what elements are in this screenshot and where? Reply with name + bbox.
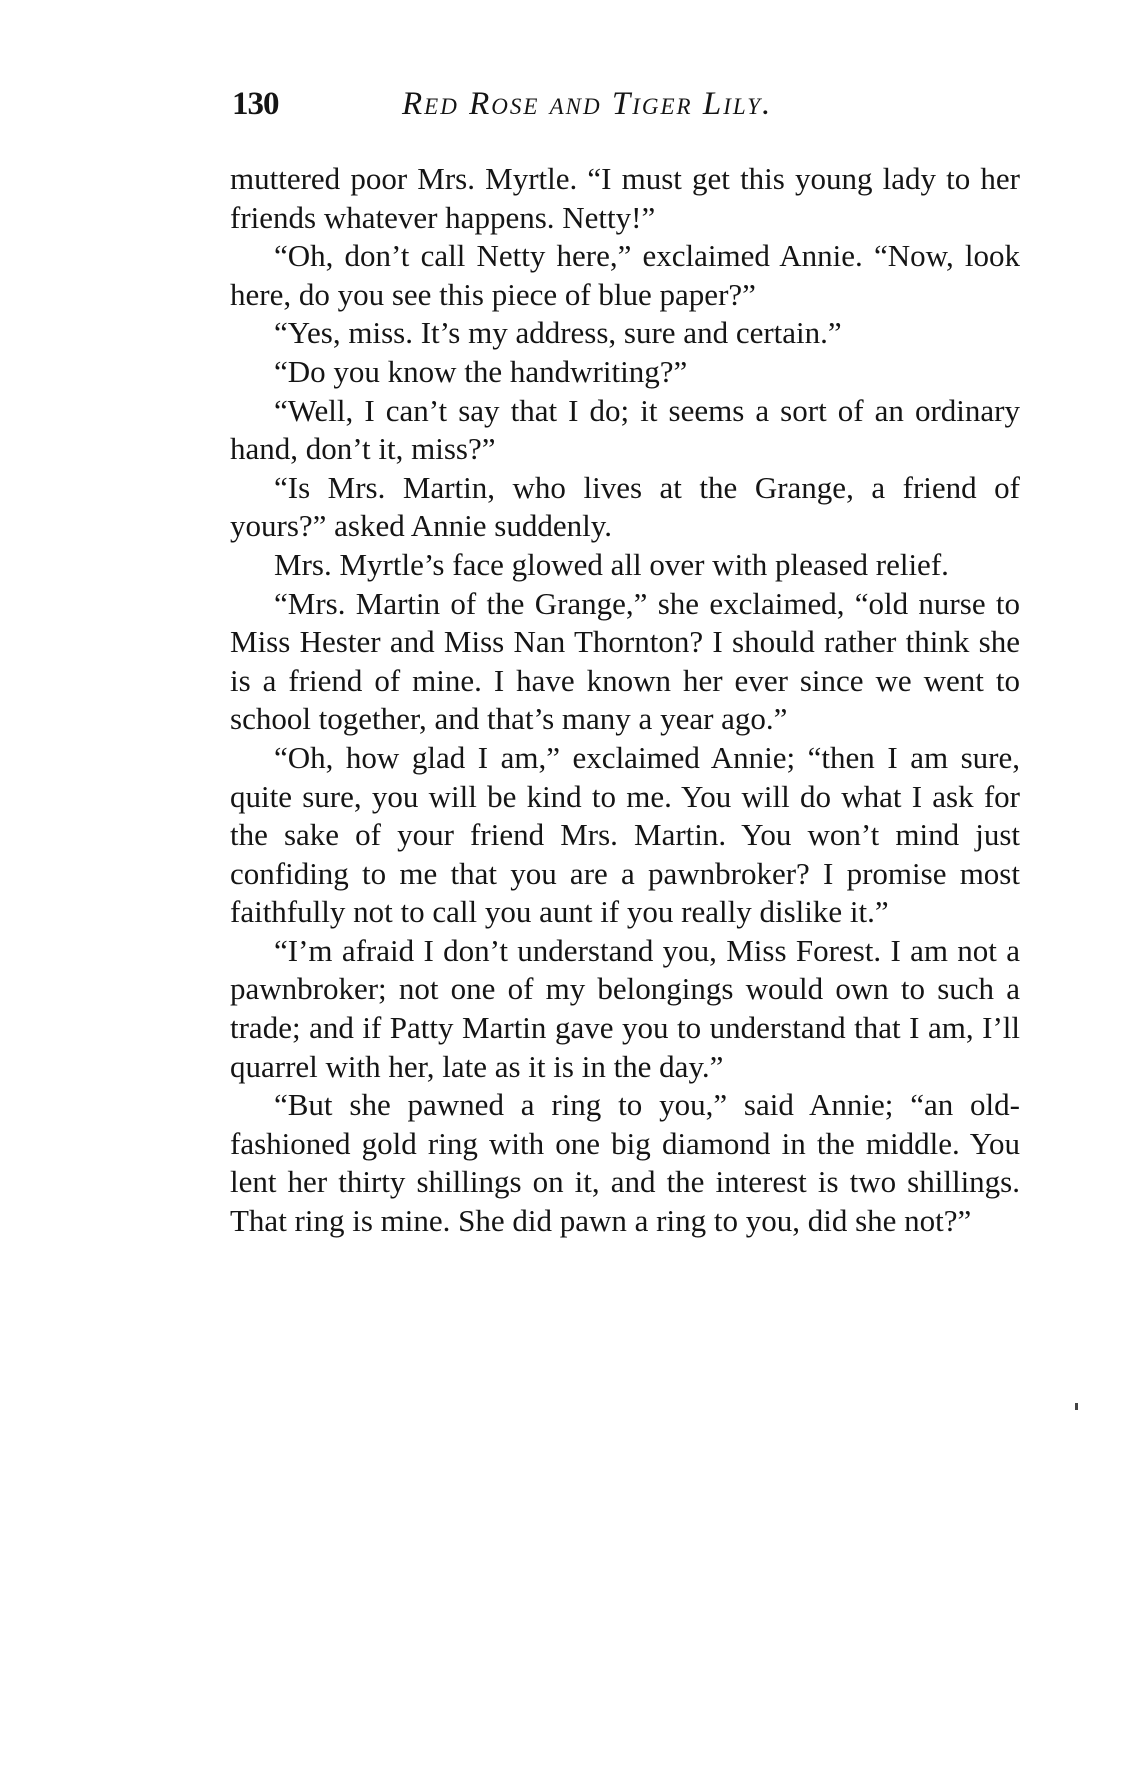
body-text xyxy=(230,160,1020,1241)
page-header xyxy=(232,86,1018,130)
margin-speck xyxy=(1075,1403,1078,1410)
paragraph: “Oh, how glad I am,” exclaimed Annie; “then I am sure, quite sure, you will be kind to me. You will do what I ask for the sake of your friend Mrs. Martin. You won’t mind just confiding to me that you are a pawnbroker? I promise most faithfully not to call you aunt if you really dislike it.” xyxy=(230,739,1020,930)
paragraph: “I’m afraid I don’t understand you, Miss Forest. I am not a pawnbroker; not one of my belongings would own to such a trade; and if Patty Martin gave you to understand that I am, I’ll quarrel with her, late as it is in the day.” xyxy=(230,932,1020,1084)
paragraph: “Do you know the handwriting?” xyxy=(274,353,688,389)
page-number: 130 xyxy=(232,86,279,122)
paragraph: “Oh, don’t call Netty here,” exclaimed Annie. “Now, look here, do you see this piece of blue paper?” xyxy=(230,238,1020,312)
paragraph: “Well, I can’t say that I do; it seems a sort of an ordinary hand, don’t it, miss?” xyxy=(230,392,1020,467)
paragraph: “Mrs. Martin of the Grange,” she exclaimed, “old nurse to Miss Hester and Miss Nan Thornton? I should rather think she is a friend of mine. I have known her ever since we went to school together, and that’s many a year ago.” xyxy=(230,585,1020,737)
paragraph: “But she pawned a ring to you,” said Annie; “an old-fashioned gold ring with one big diamond in the middle. You lent her thirty shillings on it, and the interest is two shillings. That ring is mine. She did pawn a ring to you, did she not?” xyxy=(230,1087,1020,1239)
paragraph: Mrs. Myrtle’s face glowed all over with pleased relief. xyxy=(274,546,949,582)
paragraph: “Is Mrs. Martin, who lives at the Grange, a friend of yours?” asked Annie suddenly. xyxy=(230,469,1020,544)
paragraph: muttered poor Mrs. Myrtle. “I must get this young lady to her friends whatever happens. Netty!” xyxy=(230,161,1020,235)
paragraph: “Yes, miss. It’s my address, sure and certain.” xyxy=(274,315,842,351)
running-title: Red Rose and Tiger Lily. xyxy=(402,86,773,122)
